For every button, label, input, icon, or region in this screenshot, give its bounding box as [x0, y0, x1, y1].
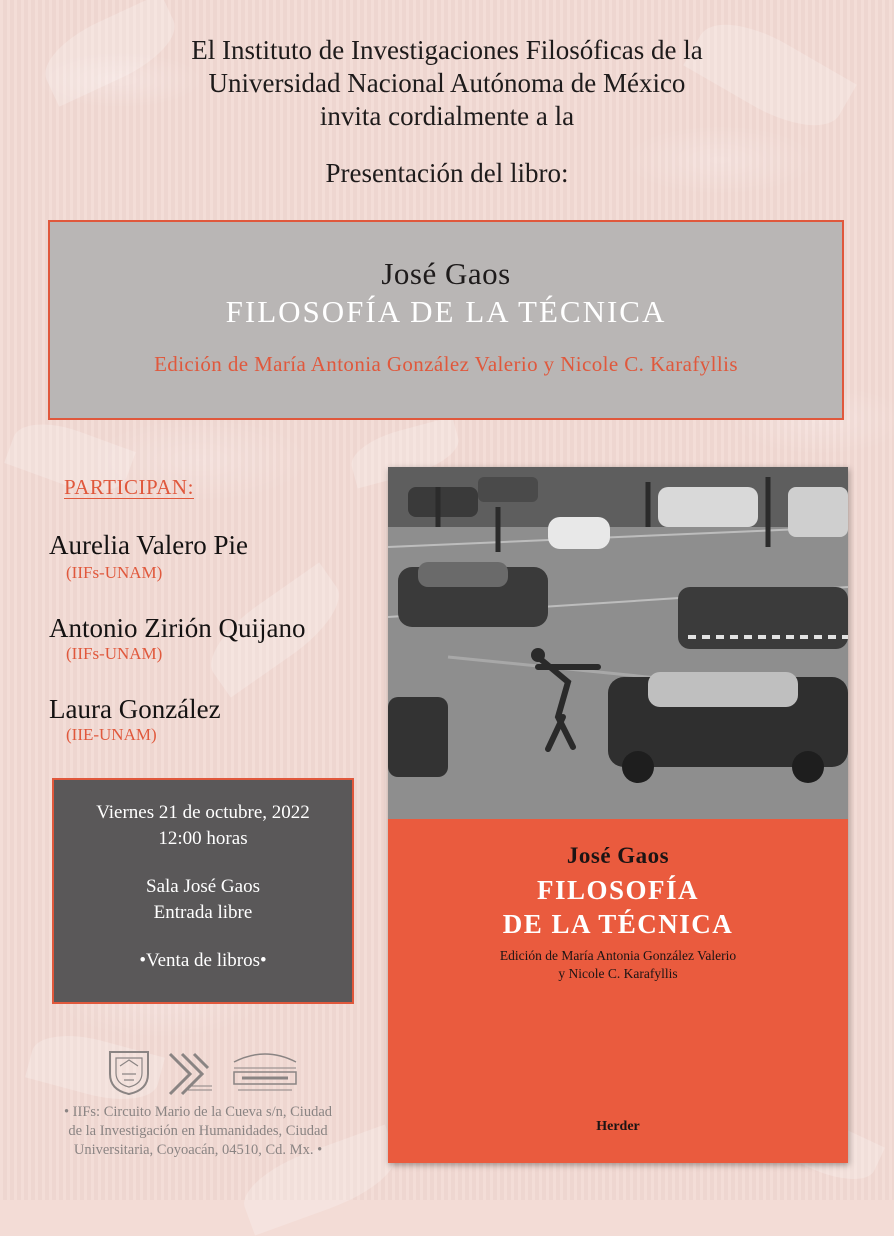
address-line: • IIFs: Circuito Mario de la Cueva s/n, Ciudad: [63, 1104, 333, 1120]
event-date: Viernes 21 de octubre, 2022: [96, 802, 310, 823]
event-entry: Entrada libre: [153, 902, 253, 923]
participant-name: Antonio Zirión Quijano: [49, 613, 306, 643]
participants-heading: PARTICIPAN:: [64, 475, 194, 499]
participant-name: Aurelia Valero Pie: [49, 530, 248, 560]
book-title-box: [48, 220, 844, 420]
participant-institution: (IIFs-UNAM): [66, 644, 163, 663]
unam-seal-icon: [106, 1046, 152, 1096]
cover-photo-street-taxis: [388, 467, 848, 819]
book-cover: [388, 467, 848, 1163]
book-author: José Gaos: [381, 256, 511, 291]
cover-title-line: DE LA TÉCNICA: [502, 909, 734, 939]
participant-institution: (IIE-UNAM): [66, 725, 157, 744]
book-sale-note: •Venta de libros•: [139, 950, 267, 971]
book-edition: Edición de María Antonia González Valerio y Nicole C. Karafyllis: [154, 352, 738, 376]
cover-color-panel: [388, 819, 848, 1163]
intro-line: El Instituto de Investigaciones Filosóficas de la: [191, 35, 703, 65]
cover-title-line: FILOSOFÍA: [536, 875, 700, 905]
intro-line: invita cordialmente a la: [319, 101, 575, 131]
address-line: de la Investigación en Humanidades, Ciudad: [68, 1123, 328, 1139]
iifs-logo-icon: [164, 1046, 214, 1096]
event-venue: Sala José Gaos: [146, 876, 260, 897]
centenario-logo-icon: [228, 1046, 302, 1096]
cover-author: José Gaos: [566, 843, 670, 868]
cover-edition-line: Edición de María Antonia González Valerio: [499, 948, 737, 963]
event-info-box: [52, 778, 354, 1004]
cover-edition: [388, 947, 848, 983]
participant-institution: (IIFs-UNAM): [66, 563, 163, 582]
intro-text: [0, 34, 894, 133]
presentation-heading: Presentación del libro:: [325, 158, 569, 188]
venue-address: [28, 1103, 368, 1160]
address-line: Universitaria, Coyoacán, 04510, Cd. Mx. •: [73, 1142, 323, 1158]
cover-publisher: Herder: [596, 1119, 640, 1134]
book-title: FILOSOFÍA DE LA TÉCNICA: [225, 294, 667, 329]
participant-name: Laura González: [49, 694, 221, 724]
event-time: 12:00 horas: [158, 828, 248, 849]
cover-edition-line: y Nicole C. Karafyllis: [558, 966, 678, 981]
intro-line: Universidad Nacional Autónoma de México: [208, 68, 686, 98]
institution-logos: [106, 1046, 306, 1098]
